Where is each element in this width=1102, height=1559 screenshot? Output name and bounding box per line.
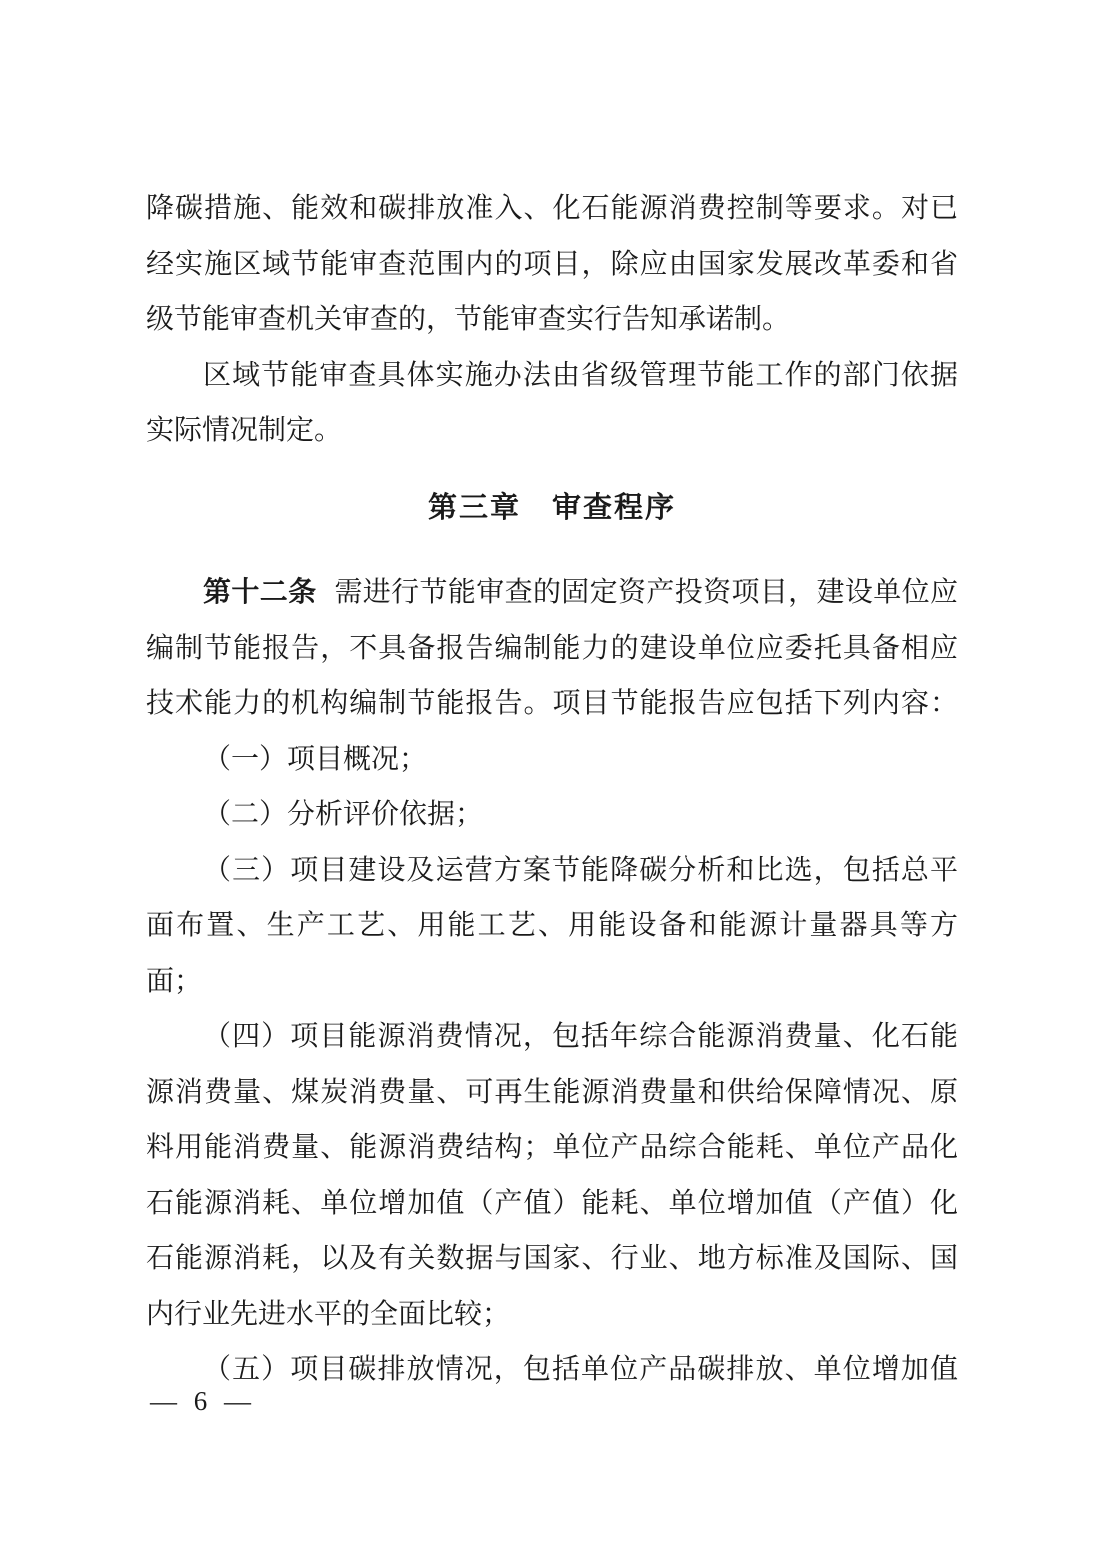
article-text: 需进行节能审查的固定资产投资项目，建设单位应 [334, 577, 958, 608]
body-line: 面布置、生产工艺、用能工艺、用能设备和能源计量器具等方 [146, 910, 958, 941]
article-number-label: 第十二条 [203, 576, 317, 607]
body-line: 面； [146, 965, 203, 997]
body-line: 级节能审查机关审查的，节能审查实行告知承诺制。 [146, 304, 791, 335]
article-opening-line [146, 564, 958, 621]
body-line: 技术能力的机构编制节能报告。项目节能报告应包括下列内容： [146, 688, 958, 719]
body-line: 石能源消耗，以及有关数据与国家、行业、地方标准及国际、国 [146, 1243, 958, 1274]
list-item-5: （五）项目碳排放情况，包括单位产品碳排放、单位增加值 [203, 1354, 958, 1385]
body-line: 石能源消耗、单位增加值（产值）能耗、单位增加值（产值）化 [146, 1187, 958, 1219]
body-line: 经实施区域节能审查范围内的项目，除应由国家发展改革委和省 [146, 248, 958, 280]
body-line: 编制节能报告，不具备报告编制能力的建设单位应委托具备相应 [146, 632, 958, 664]
list-item-3: （三）项目建设及运营方案节能降碳分析和比选，包括总平 [203, 854, 958, 886]
list-item-2: （二）分析评价依据； [203, 799, 484, 830]
list-item-1: （一）项目概况； [203, 743, 428, 775]
page-number: — 6 — [150, 1386, 256, 1416]
body-line: 内行业先进水平的全面比较； [146, 1298, 511, 1330]
body-line: 区域节能审查具体实施办法由省级管理节能工作的部门依据 [203, 359, 958, 391]
document-body [146, 181, 958, 1398]
body-line: 降碳措施、能效和碳排放准入、化石能源消费控制等要求。对已 [146, 193, 958, 224]
body-line: 料用能消费量、能源消费结构；单位产品综合能耗、单位产品化 [146, 1132, 958, 1163]
list-item-4: （四）项目能源消费情况，包括年综合能源消费量、化石能 [203, 1021, 958, 1052]
body-line: 源消费量、煤炭消费量、可再生能源消费量和供给保障情况、原 [146, 1076, 958, 1108]
body-line: 实际情况制定。 [146, 415, 343, 446]
chapter-heading: 第三章 审查程序 [427, 491, 676, 524]
